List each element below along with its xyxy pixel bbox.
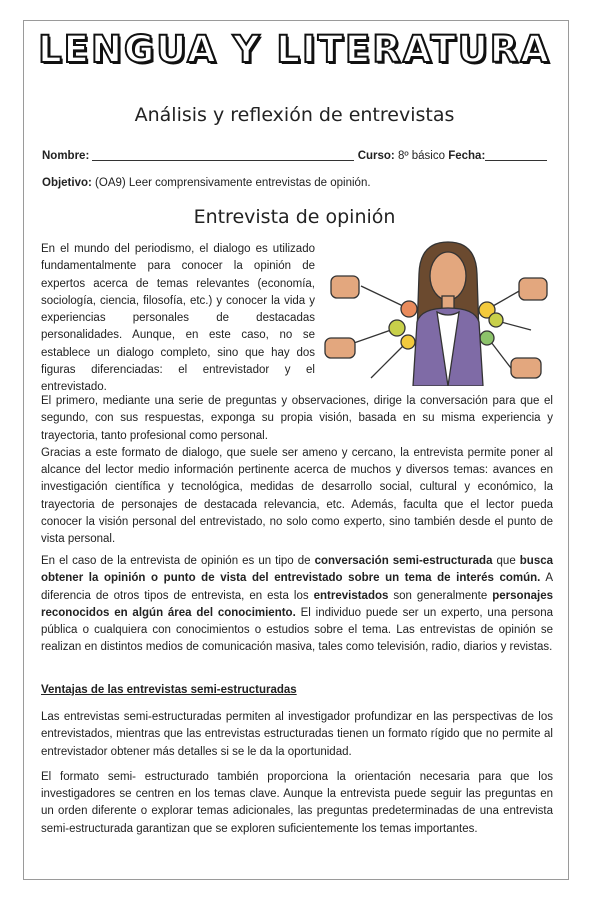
opinion-bold-4: personajes reconocidos en algún área del conocimiento. — [41, 589, 553, 619]
intro-paragraph: En el mundo del periodismo, el dialogo es utilizado fundamentalmente para conocer la opinión de expertos acerca de temas relevantes (economía, sociología, ciencia, filosofía, etc.) y conocer la vida y experiencias personales de destacadas personalidades. Aunque, en este caso, no se establece un dialogo completo, sino que hay dos figuras diferenciadas: el entrevistador y el entrevistado. — [41, 243, 315, 394]
date-label: Fecha: — [448, 150, 486, 162]
opinion-text-5: El individuo puede ser un experto, una persona pública o cualquiera con conocimientos o estudios sobre el tema. Las entrevistas de opinión se realizan en distintos medios de comunicación masiva, tales como televisión, radio, diarios y revistas. — [41, 606, 553, 654]
objective-text: (OA9) Leer comprensivamente entrevistas de opinión. — [95, 177, 371, 189]
advantages-paragraph-1: Las entrevistas semi-estructuradas permiten al investigador profundizar en las perspectivas de los entrevistados, mientras que las entrevistas estructuradas tienen un formato rígido que no permite al entrevistador obtener más detalles si se le da la oportunidad. — [41, 711, 553, 758]
opinion-paragraph — [41, 553, 553, 657]
objective-label: Objetivo: — [42, 177, 92, 189]
paragraph-roles: El primero, mediante una serie de preguntas y observaciones, dirige la conversación para que el segundo, con sus respuestas, exponga su propia visión, basada en su misma experiencia y trayectoria, tanto profesional como personal. — [41, 395, 553, 442]
name-field[interactable] — [92, 160, 354, 161]
name-label: Nombre: — [42, 150, 90, 162]
opinion-bold-2: busca obtener la opinión o punto de vista del entrevistado sobre un tema de interés común. — [41, 555, 554, 585]
date-field[interactable] — [485, 160, 547, 161]
course-value: 8º básico — [397, 150, 445, 162]
opinion-text-3: A diferencia de otros tipos de entrevista, en esta los — [41, 572, 554, 602]
course-label: Curso: — [357, 150, 395, 162]
objective-line — [42, 177, 552, 189]
advantages-section — [41, 709, 553, 846]
opinion-text-1: En el caso de la entrevista de opinión es un tipo de — [41, 555, 315, 567]
interviewee-figure — [413, 242, 483, 386]
continued-text — [41, 393, 553, 549]
advantages-heading: Ventajas de las entrevistas semi-estructuradas — [41, 684, 297, 696]
opinion-text-2: que — [492, 555, 520, 567]
advantages-paragraph-2: El formato semi- estructurado también proporciona la orientación necesaria para que los investigadores se centren en los temas clave. Aunque la entrevista puede seguir las preguntas en un orden diferente o explorar temas adicionales, las preguntas predeterminadas de una entrevista semi-estructurada garantizan que se exploren suficientemente los temas importantes. — [41, 770, 553, 835]
section-title: Entrevista de opinión — [193, 206, 396, 228]
student-info-line — [42, 150, 552, 162]
worksheet-subtitle: Análisis y reflexión de entrevistas — [134, 104, 455, 126]
opinion-bold-1: conversación semi-estructurada — [314, 555, 493, 567]
paragraph-format: Gracias a este formato de dialogo, que suele ser ameno y cercano, la entrevista permite poner al alcance del lector medio información pertinente acerca de muchos y diversos temas: avances en investigación científica y tecnológica, medidas de desarrollo social, cultural y económico, la trayectoria de personajes de destacada relevancia, etc. Además, faculta que el lector pueda conocer la visión personal del entrevistado, no solo como experto, sino también desde el punto de vista personal. — [41, 446, 553, 546]
interview-illustration — [321, 238, 557, 386]
opinion-text-4: son generalmente — [388, 589, 493, 602]
opinion-bold-3: entrevistados — [313, 589, 389, 602]
worksheet-title: LENGUA Y LITERATURA — [38, 28, 551, 71]
